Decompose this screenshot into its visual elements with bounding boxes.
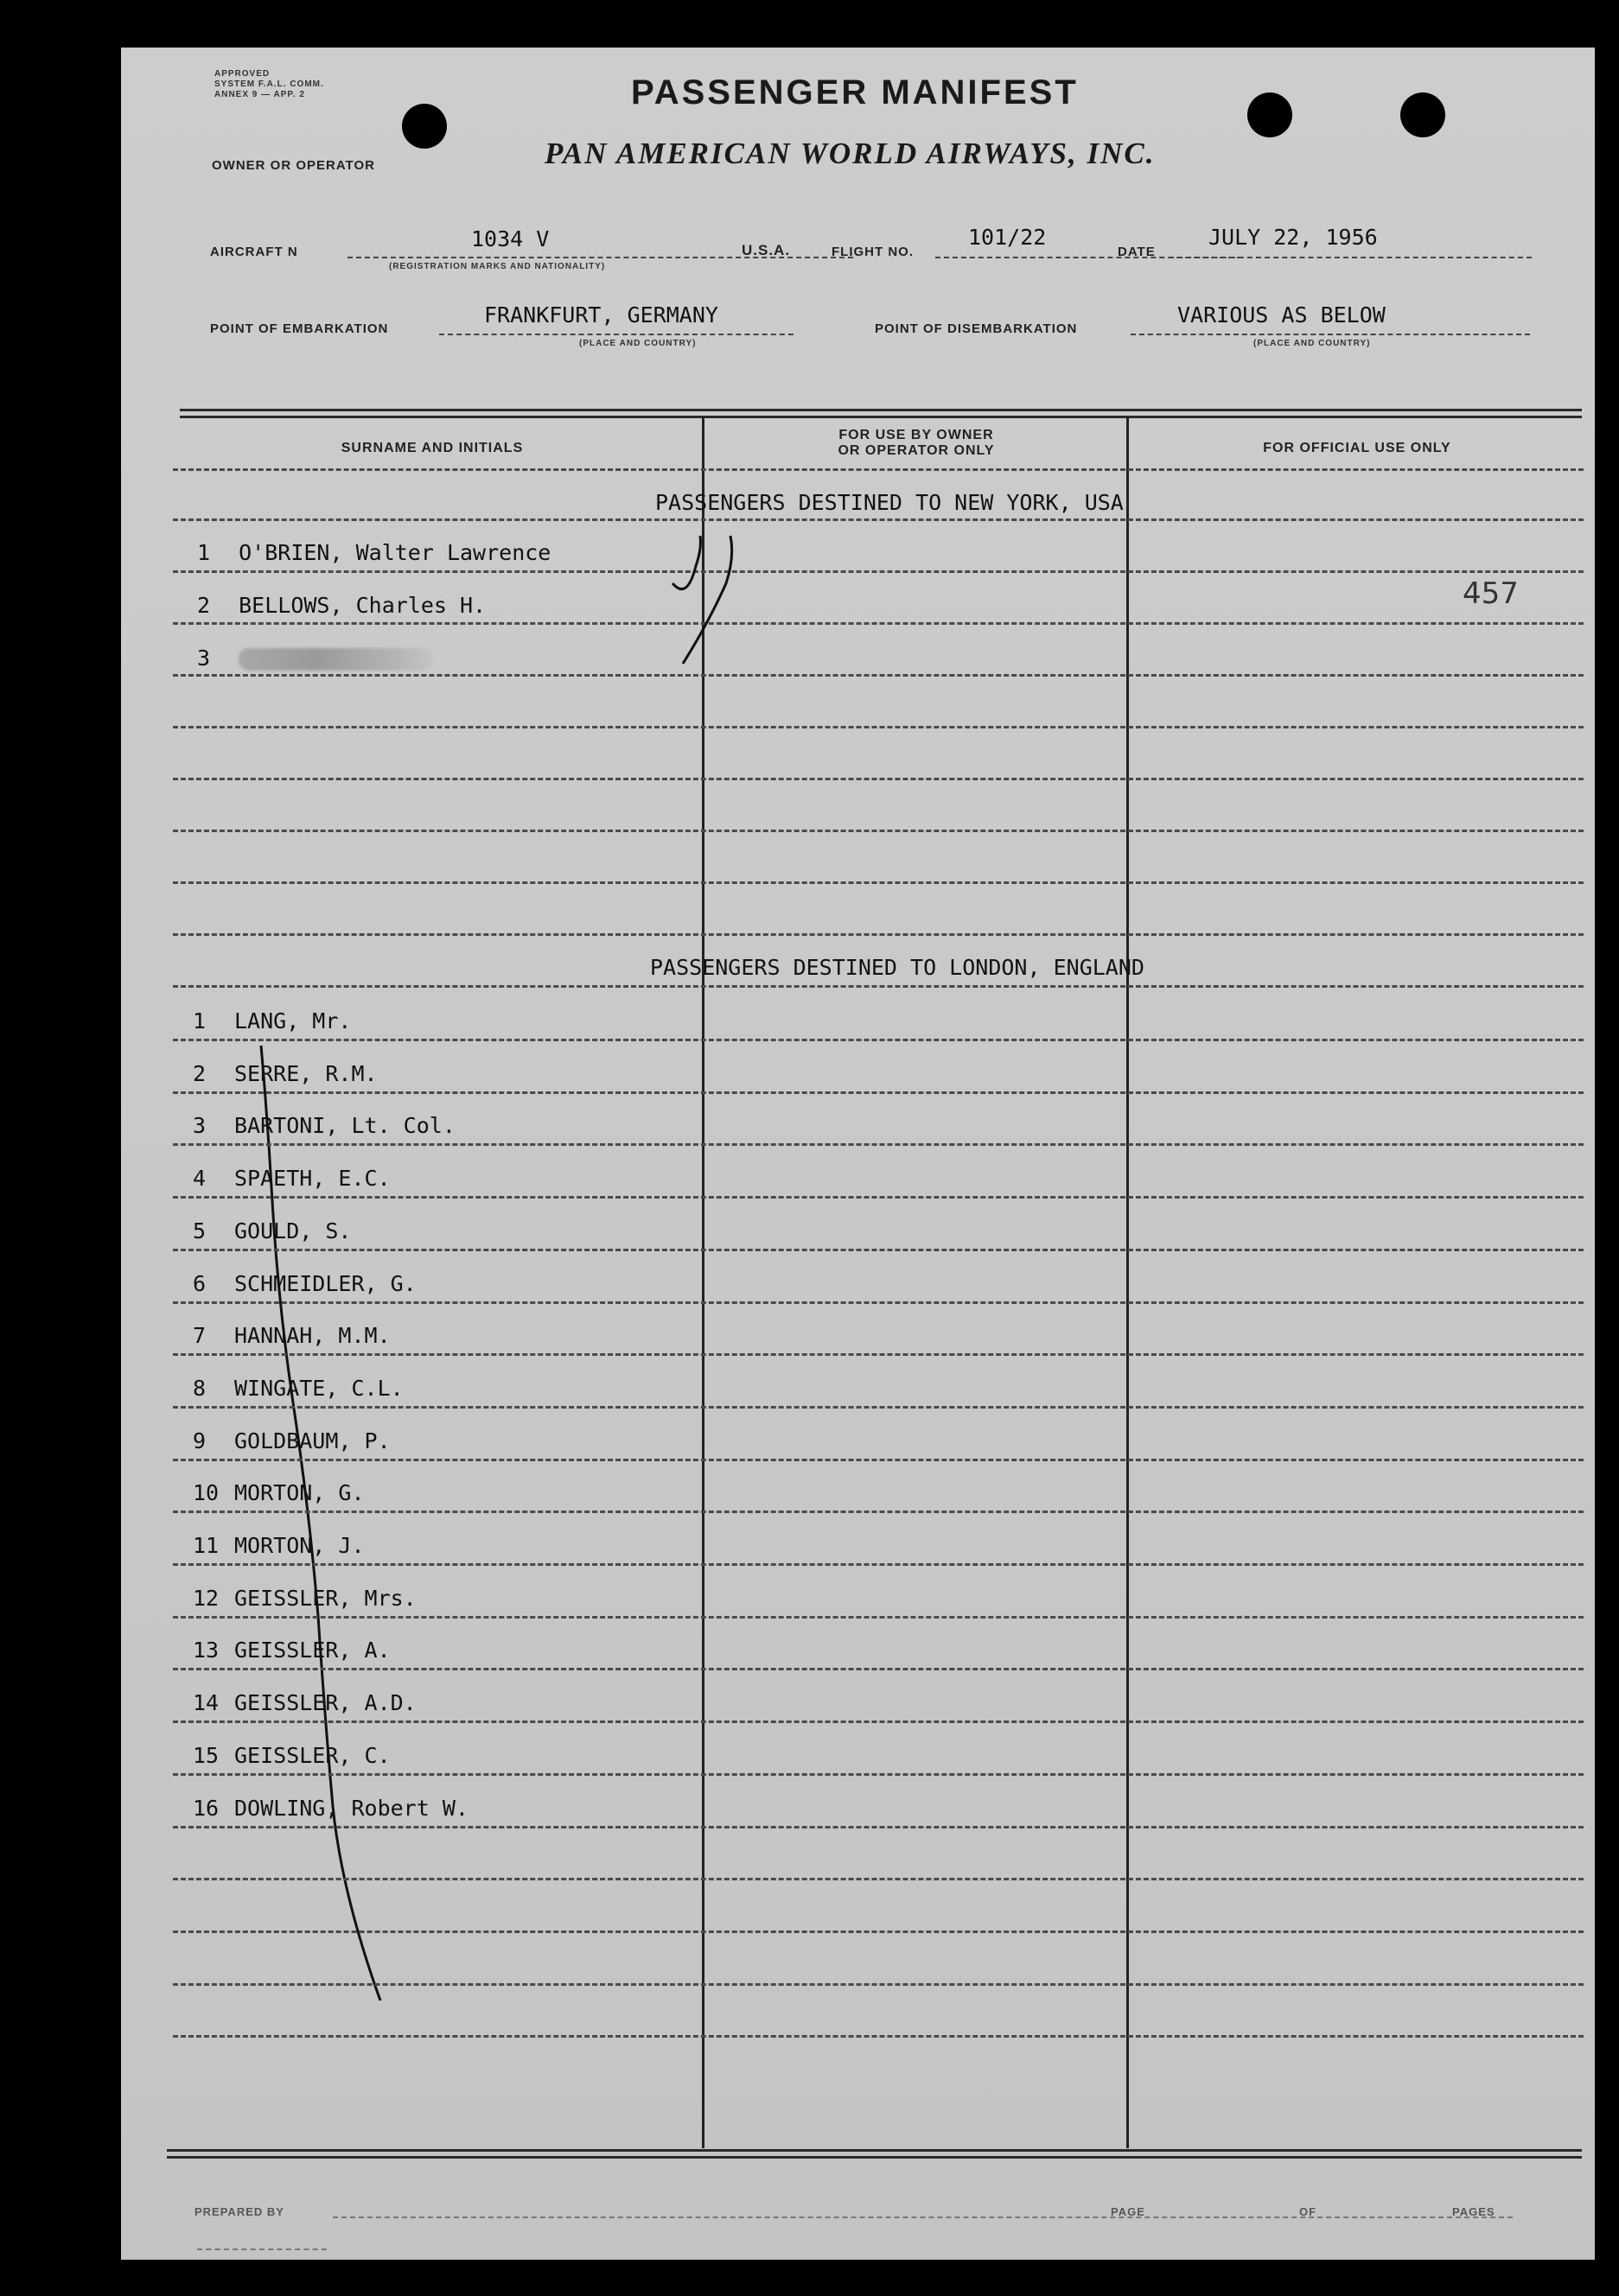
approval-line: APPROVED xyxy=(214,69,271,79)
passenger-number: 1 xyxy=(197,540,211,565)
passenger-number: 15 xyxy=(193,1742,220,1768)
column-divider xyxy=(1126,417,1129,2148)
passenger-name: GEISSLER, A. xyxy=(234,1638,391,1663)
passenger-number: 16 xyxy=(193,1795,220,1821)
passenger-name: BARTONI, Lt. Col. xyxy=(234,1113,456,1139)
passenger-name: WINGATE, C.L. xyxy=(234,1375,404,1401)
registration-note: (REGISTRATION MARKS AND NATIONALITY) xyxy=(389,262,606,271)
disembarkation-label: POINT OF DISEMBARKATION xyxy=(875,321,1078,336)
passenger-row xyxy=(193,1428,391,1453)
passenger-number: 1 xyxy=(193,1008,207,1034)
passenger-number: 10 xyxy=(193,1480,220,1506)
airline-name: PAN AMERICAN WORLD AIRWAYS, INC. xyxy=(545,137,1156,170)
punch-hole xyxy=(402,104,447,149)
passenger-row xyxy=(193,1113,456,1138)
punch-hole xyxy=(1247,92,1292,137)
passenger-row xyxy=(197,540,551,565)
section-heading-london: PASSENGERS DESTINED TO LONDON, ENGLAND xyxy=(650,955,1144,980)
passenger-name: BELLOWS, Charles H. xyxy=(239,593,487,618)
page-title: PASSENGER MANIFEST xyxy=(631,73,1079,111)
passenger-name: SPAETH, E.C. xyxy=(234,1166,391,1192)
embarkation-value: FRANKFURT, GERMANY xyxy=(484,302,718,328)
approval-line: SYSTEM F.A.L. COMM. xyxy=(214,80,324,89)
passenger-name: LANG, Mr. xyxy=(234,1008,352,1034)
passenger-number: 6 xyxy=(193,1270,207,1296)
passenger-number: 3 xyxy=(197,646,211,671)
passenger-number: 12 xyxy=(193,1585,220,1611)
passenger-number: 11 xyxy=(193,1533,220,1558)
date-label: DATE xyxy=(1118,245,1156,259)
prepared-by-label: PREPARED BY xyxy=(194,2205,284,2218)
passenger-row xyxy=(193,1008,351,1034)
passenger-name: SERRE, R.M. xyxy=(234,1060,378,1086)
flight-label: FLIGHT NO. xyxy=(832,245,914,259)
column-header-surname: SURNAME AND INITIALS xyxy=(341,441,524,455)
passenger-name: GOLDBAUM, P. xyxy=(234,1428,391,1453)
embarkation-label: POINT OF EMBARKATION xyxy=(210,321,389,336)
passenger-name: GEISSLER, C. xyxy=(234,1742,391,1768)
aircraft-value: 1034 V xyxy=(471,226,550,251)
owner-label: OWNER OR OPERATOR xyxy=(212,158,375,173)
passenger-number: 4 xyxy=(193,1166,207,1192)
approval-line: ANNEX 9 — APP. 2 xyxy=(214,90,305,99)
manifest-sheet xyxy=(121,48,1595,2260)
passenger-number: 2 xyxy=(197,593,211,618)
passenger-name: GEISSLER, Mrs. xyxy=(234,1585,417,1611)
passenger-number: 5 xyxy=(193,1218,207,1243)
passenger-row xyxy=(193,1480,365,1505)
redacted-name xyxy=(239,648,433,671)
passenger-row xyxy=(193,1271,417,1296)
passenger-name: MORTON, G. xyxy=(234,1480,365,1506)
passenger-name: HANNAH, M.M. xyxy=(234,1323,391,1349)
passenger-number: 13 xyxy=(193,1638,220,1663)
handwritten-check-mark xyxy=(657,518,743,670)
passenger-number: 3 xyxy=(193,1113,207,1139)
usa-label: U.S.A. xyxy=(742,242,791,258)
passenger-row xyxy=(193,1638,391,1663)
passenger-row xyxy=(193,1061,378,1086)
passenger-number: 14 xyxy=(193,1690,220,1716)
passenger-row xyxy=(197,646,433,671)
approval-block xyxy=(214,69,324,100)
column-header-owner-use: FOR USE BY OWNER OR OPERATOR ONLY xyxy=(838,428,995,458)
passenger-name: O'BRIEN, Walter Lawrence xyxy=(239,540,551,565)
passenger-row xyxy=(193,1533,365,1558)
embarkation-note: (PLACE AND COUNTRY) xyxy=(579,339,697,348)
passenger-name: SCHMEIDLER, G. xyxy=(234,1270,417,1296)
section-heading-new-york: PASSENGERS DESTINED TO NEW YORK, USA xyxy=(655,490,1124,515)
punch-hole xyxy=(1400,92,1445,137)
passenger-row xyxy=(193,1743,391,1768)
passenger-row xyxy=(197,593,486,618)
pages-label: PAGES xyxy=(1452,2205,1495,2218)
passenger-name: MORTON, J. xyxy=(234,1533,365,1558)
passenger-row xyxy=(193,1376,404,1401)
passenger-row xyxy=(193,1586,417,1611)
date-value: JULY 22, 1956 xyxy=(1208,225,1378,250)
passenger-row xyxy=(193,1690,417,1715)
passenger-number: 9 xyxy=(193,1428,207,1453)
passenger-row xyxy=(193,1796,468,1821)
aircraft-label: AIRCRAFT N xyxy=(210,245,298,259)
passenger-name: GEISSLER, A.D. xyxy=(234,1690,417,1716)
passenger-row xyxy=(193,1323,391,1348)
disembarkation-value: VARIOUS AS BELOW xyxy=(1177,302,1386,328)
passenger-row xyxy=(193,1218,351,1243)
disembarkation-note: (PLACE AND COUNTRY) xyxy=(1253,339,1371,348)
passenger-number: 8 xyxy=(193,1375,207,1401)
passenger-number: 2 xyxy=(193,1060,207,1086)
passenger-row xyxy=(193,1166,391,1191)
passenger-name: DOWLING, Robert W. xyxy=(234,1795,468,1821)
page-label: PAGE xyxy=(1111,2205,1145,2218)
passenger-number: 7 xyxy=(193,1323,207,1349)
of-label: OF xyxy=(1299,2205,1317,2218)
column-header-official: FOR OFFICIAL USE ONLY xyxy=(1263,441,1451,455)
official-note: 457 xyxy=(1463,576,1519,611)
column-divider xyxy=(702,417,704,2148)
passenger-name: GOULD, S. xyxy=(234,1218,352,1243)
flight-value: 101/22 xyxy=(968,225,1047,250)
